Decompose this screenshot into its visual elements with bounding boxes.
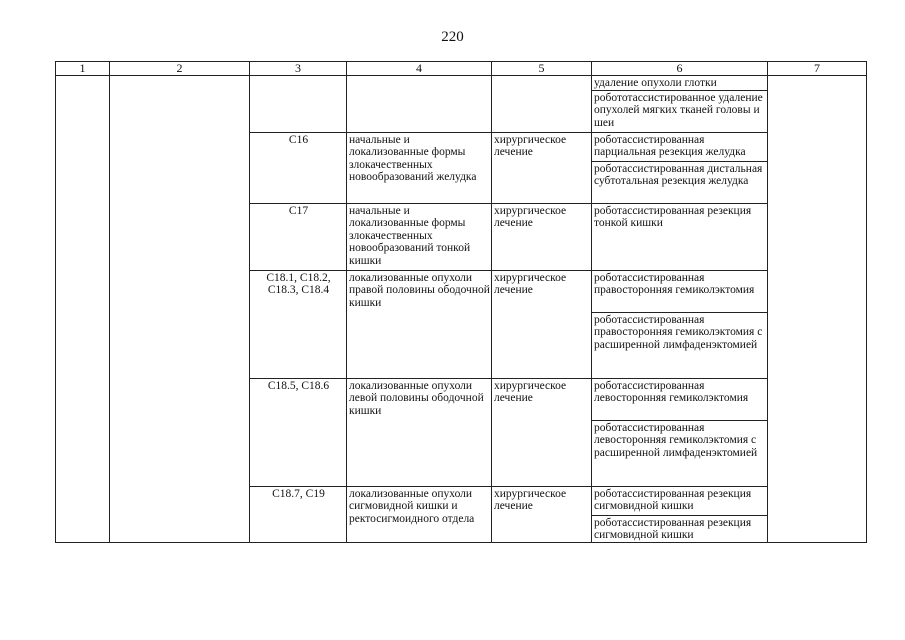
icd-code-cell: C17 <box>250 204 347 271</box>
diagnosis-cell: локализованные опухоли сигмовидной кишки и ректосигмоидного отдела <box>347 487 492 543</box>
column-number: 4 <box>347 62 492 76</box>
method-cell: роботассистированная правосторонняя гемиколэктомия с расширенной лимфаденэктомией <box>592 313 768 379</box>
table-row <box>56 76 867 91</box>
column-number: 5 <box>492 62 592 76</box>
method-cell: роботассистированная резекция тонкой кишки <box>592 204 768 271</box>
treatment-cell: хирургическое лечение <box>492 271 592 379</box>
method-cell: роботассистированная левосторонняя гемиколэктомия с расширенной лимфаденэктомией <box>592 421 768 487</box>
diagnosis-cell: начальные и локализованные формы злокачественных новообразований тонкой кишки <box>347 204 492 271</box>
treatment-cell: хирургическое лечение <box>492 487 592 543</box>
treatment-cell <box>492 76 592 133</box>
method-cell: роботассистированная левосторонняя гемиколэктомия <box>592 379 768 421</box>
diagnosis-cell: начальные и локализованные формы злокачественных новообразований желудка <box>347 133 492 204</box>
icd-code-cell: C18.7, C19 <box>250 487 347 543</box>
icd-code-cell: C18.1, C18.2, C18.3, C18.4 <box>250 271 347 379</box>
method-cell: роботассистированная парциальная резекция желудка <box>592 133 768 162</box>
icd-code-cell <box>250 76 347 133</box>
treatment-cell: хирургическое лечение <box>492 133 592 204</box>
column-number: 1 <box>56 62 110 76</box>
treatment-cell: хирургическое лечение <box>492 204 592 271</box>
cell-col7 <box>768 76 867 543</box>
icd-code-cell: C16 <box>250 133 347 204</box>
cell-col1 <box>56 76 110 543</box>
diagnosis-cell: локализованные опухоли правой половины ободочной кишки <box>347 271 492 379</box>
method-cell: удаление опухоли глотки <box>592 76 768 91</box>
column-number: 2 <box>110 62 250 76</box>
column-number: 7 <box>768 62 867 76</box>
diagnosis-cell <box>347 76 492 133</box>
treatment-cell: хирургическое лечение <box>492 379 592 487</box>
column-number-row <box>56 62 867 76</box>
method-cell: роботассистированная дистальная субтотальная резекция желудка <box>592 162 768 204</box>
icd-code-cell: C18.5, C18.6 <box>250 379 347 487</box>
column-number: 6 <box>592 62 768 76</box>
page-number: 220 <box>441 29 464 45</box>
method-cell: робототассистированное удаление опухолей мягких тканей головы и шеи <box>592 91 768 133</box>
method-cell: роботассистированная резекция сигмовидной кишки <box>592 516 768 543</box>
cell-col2 <box>110 76 250 543</box>
column-number: 3 <box>250 62 347 76</box>
diagnosis-cell: локализованные опухоли левой половины ободочной кишки <box>347 379 492 487</box>
procedures-table <box>55 61 867 543</box>
method-cell: роботассистированная резекция сигмовидной кишки <box>592 487 768 516</box>
method-cell: роботассистированная правосторонняя гемиколэктомия <box>592 271 768 313</box>
